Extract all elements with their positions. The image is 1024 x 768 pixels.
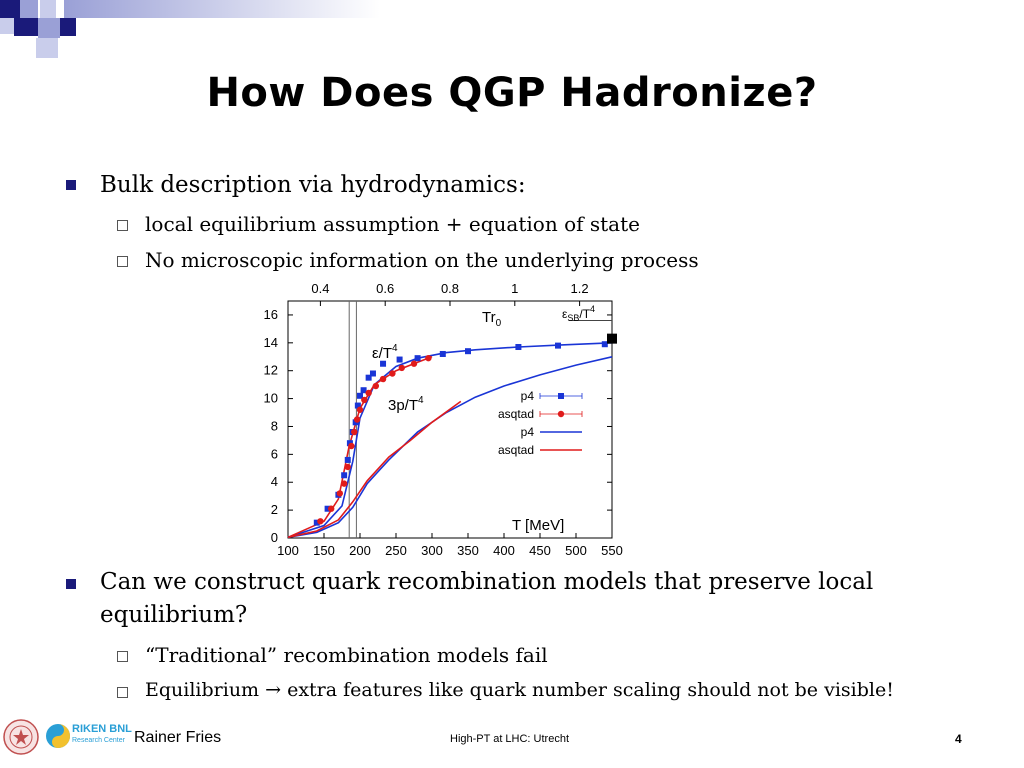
riken-logo-subtext: Research Center bbox=[72, 737, 125, 744]
data-point-asqtad bbox=[341, 480, 347, 486]
top-tick-label: 0.6 bbox=[376, 281, 395, 296]
y-tick-label: 2 bbox=[270, 502, 278, 518]
data-point-asqtad bbox=[351, 429, 357, 435]
x-tick-label: 150 bbox=[313, 543, 335, 558]
legend-label: p4 bbox=[520, 425, 534, 439]
data-point-asqtad bbox=[317, 518, 323, 524]
footer-event: High-PT at LHC: Utrecht bbox=[450, 733, 570, 745]
series-line-asqtad bbox=[288, 401, 461, 537]
hollow-square-icon bbox=[117, 256, 128, 267]
series-line-p4 bbox=[288, 357, 612, 538]
sb-marker bbox=[607, 334, 617, 344]
x-tick-label: 500 bbox=[565, 543, 587, 558]
top-tick-label: 0.4 bbox=[311, 281, 330, 296]
legend-label: asqtad bbox=[497, 407, 534, 421]
footer-author: Rainer Fries bbox=[134, 729, 222, 746]
riken-logo-icon bbox=[44, 722, 72, 750]
hollow-square-icon bbox=[117, 220, 128, 231]
data-point-asqtad bbox=[389, 370, 395, 376]
data-point-p4 bbox=[465, 348, 471, 354]
page-number: 4 bbox=[955, 732, 962, 746]
data-point-asqtad bbox=[361, 397, 367, 403]
x-tick-label: 250 bbox=[385, 543, 407, 558]
legend-marker-asqtad bbox=[558, 411, 564, 417]
bullet-recombination-line1: Can we construct quark recombination models that preserve local bbox=[100, 569, 874, 595]
data-point-asqtad bbox=[337, 490, 343, 496]
y-tick-label: 16 bbox=[263, 306, 278, 322]
data-point-p4 bbox=[515, 344, 521, 350]
data-point-p4 bbox=[370, 370, 376, 376]
x-tick-label: 450 bbox=[529, 543, 551, 558]
y-tick-label: 6 bbox=[270, 446, 278, 462]
data-point-p4 bbox=[345, 457, 351, 463]
university-seal-icon bbox=[2, 718, 40, 756]
subbullet-no-microscopic: No microscopic information on the underlying process bbox=[145, 248, 699, 272]
energy-density-label: $\varepsilon/T^4$ bbox=[372, 343, 398, 362]
slide-title: How Does QGP Hadronize? bbox=[206, 70, 818, 116]
x-tick-label: 100 bbox=[277, 543, 299, 558]
top-axis-label: $Tr_0$ bbox=[482, 309, 502, 329]
subbullet-traditional: “Traditional” recombination models fail bbox=[145, 643, 548, 667]
x-axis-label: T [MeV] bbox=[512, 517, 565, 534]
data-point-asqtad bbox=[411, 361, 417, 367]
bullet-square bbox=[66, 579, 76, 589]
series-line-p4 bbox=[288, 343, 612, 538]
pressure-label: $3p/T^4$ bbox=[388, 395, 424, 414]
x-tick-label: 400 bbox=[493, 543, 515, 558]
legend-label: p4 bbox=[520, 389, 534, 403]
legend-marker-p4 bbox=[558, 393, 564, 399]
data-point-asqtad bbox=[345, 464, 351, 470]
bullet-hydrodynamics: Bulk description via hydrodynamics: bbox=[100, 172, 526, 198]
y-tick-label: 8 bbox=[270, 418, 278, 434]
x-tick-label: 550 bbox=[601, 543, 623, 558]
hollow-square-icon bbox=[117, 687, 128, 698]
y-tick-label: 4 bbox=[270, 474, 278, 490]
top-tick-label: 1.2 bbox=[570, 281, 589, 296]
x-tick-label: 300 bbox=[421, 543, 443, 558]
data-point-asqtad bbox=[354, 416, 360, 422]
y-tick-label: 0 bbox=[270, 530, 278, 545]
data-point-asqtad bbox=[357, 407, 363, 413]
data-point-asqtad bbox=[328, 506, 334, 512]
data-point-asqtad bbox=[380, 376, 386, 382]
eos-chart bbox=[250, 276, 650, 560]
sb-limit-label: $\varepsilon_{SB}/T^4$ bbox=[562, 304, 596, 323]
corner-decoration bbox=[0, 0, 380, 58]
data-point-asqtad bbox=[373, 383, 379, 389]
data-point-p4 bbox=[602, 341, 608, 347]
data-point-asqtad bbox=[425, 355, 431, 361]
data-point-p4 bbox=[341, 472, 347, 478]
top-tick-label: 1 bbox=[511, 281, 519, 296]
subbullet-local-equilibrium: local equilibrium assumption + equation of state bbox=[145, 212, 640, 236]
legend-label: asqtad bbox=[497, 443, 534, 457]
data-point-p4 bbox=[555, 343, 561, 349]
data-point-p4 bbox=[397, 357, 403, 363]
data-point-p4 bbox=[440, 351, 446, 357]
series-line-asqtad bbox=[288, 357, 432, 538]
y-tick-label: 14 bbox=[263, 334, 278, 350]
top-tick-label: 0.8 bbox=[440, 281, 460, 296]
riken-logo-text: RIKEN BNL bbox=[72, 723, 132, 735]
y-tick-label: 12 bbox=[263, 362, 278, 378]
y-tick-label: 10 bbox=[263, 390, 278, 406]
data-point-asqtad bbox=[348, 443, 354, 449]
hollow-square-icon bbox=[117, 651, 128, 662]
x-tick-label: 200 bbox=[349, 543, 371, 558]
subbullet-equilibrium: Equilibrium → extra features like quark number scaling should not be visible! bbox=[145, 679, 894, 701]
bullet-recombination-line2: equilibrium? bbox=[100, 602, 248, 628]
data-point-p4 bbox=[415, 355, 421, 361]
bullet-square bbox=[66, 180, 76, 190]
data-point-asqtad bbox=[365, 390, 371, 396]
data-point-asqtad bbox=[399, 365, 405, 371]
x-tick-label: 350 bbox=[457, 543, 479, 558]
